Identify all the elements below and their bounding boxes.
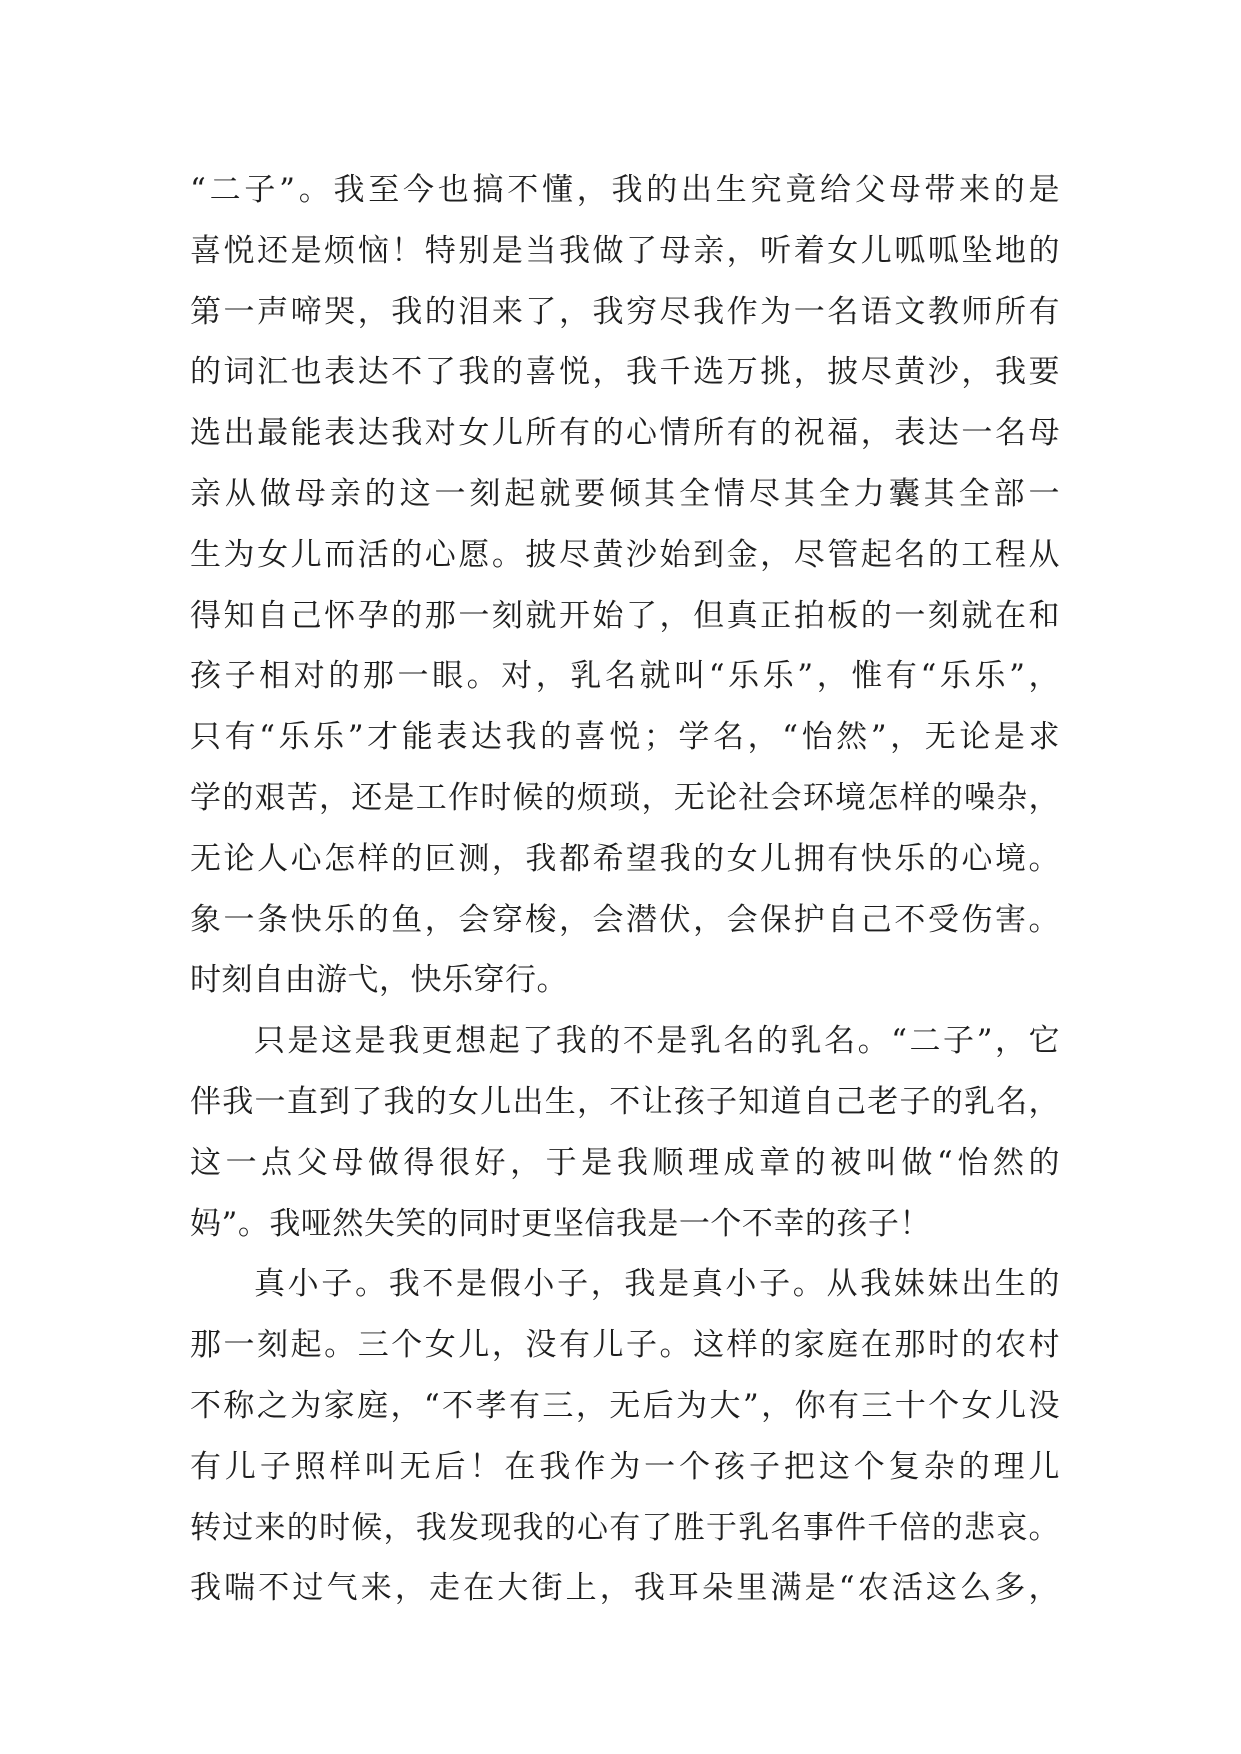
text-line: 有儿子照样叫无后！在我作为一个孩子把这个复杂的理儿 — [190, 1448, 1060, 1485]
text-line: 选出最能表达我对女儿所有的心情所有的祝福，表达一名母 — [190, 415, 1060, 452]
text-line: 不称之为家庭，“不孝有三，无后为大”，你有三十个女儿没 — [190, 1387, 1060, 1424]
text-line: 只有“乐乐”才能表达我的喜悦；学名，“怡然”，无论是求 — [190, 719, 1060, 756]
text-line: 这一点父母做得很好，于是我顺理成章的被叫做“怡然的 — [190, 1144, 1060, 1181]
text-line: 转过来的时候，我发现我的心有了胜于乳名事件千倍的悲哀。 — [190, 1509, 1060, 1546]
text-line: 喜悦还是烦恼！特别是当我做了母亲，听着女儿呱呱坠地的 — [190, 232, 1060, 269]
text-line: 象一条快乐的鱼，会穿梭，会潜伏，会保护自己不受伤害。 — [190, 901, 1060, 938]
paragraph-end-line: 时刻自由游弋，快乐穿行。 — [190, 962, 568, 999]
text-line: 亲从做母亲的这一刻起就要倾其全情尽其全力囊其全部一 — [190, 475, 1060, 512]
text-line: 孩子相对的那一眼。对，乳名就叫“乐乐”，惟有“乐乐”， — [190, 658, 1060, 695]
text-line: 第一声啼哭，我的泪来了，我穷尽我作为一名语文教师所有 — [190, 293, 1060, 330]
text-line: 学的艰苦，还是工作时候的烦琐，无论社会环境怎样的噪杂， — [190, 779, 1060, 816]
text-line: 无论人心怎样的叵测，我都希望我的女儿拥有快乐的心境。 — [190, 840, 1060, 877]
paragraph-start-line: 只是这是我更想起了我的不是乳名的乳名。“二子”，它 — [254, 1023, 1060, 1060]
text-line: 的词汇也表达不了我的喜悦，我千选万挑，披尽黄沙，我要 — [190, 354, 1060, 391]
text-line: 伴我一直到了我的女儿出生，不让孩子知道自己老子的乳名， — [190, 1083, 1060, 1120]
text-line: 我喘不过气来，走在大街上，我耳朵里满是“农活这么多， — [190, 1570, 1060, 1607]
text-line: 那一刻起。三个女儿，没有儿子。这样的家庭在那时的农村 — [190, 1327, 1060, 1364]
text-line: “二子”。我至今也搞不懂，我的出生究竟给父母带来的是 — [190, 172, 1060, 208]
text-line: 得知自己怀孕的那一刻就开始了，但真正拍板的一刻就在和 — [190, 597, 1060, 634]
text-line: 生为女儿而活的心愿。披尽黄沙始到金，尽管起名的工程从 — [190, 536, 1060, 573]
paragraph-end-line: 妈”。我哑然失笑的同时更坚信我是一个不幸的孩子！ — [190, 1205, 931, 1242]
body-text — [190, 160, 1060, 1619]
paragraph-start-line: 真小子。我不是假小子，我是真小子。从我妹妹出生的 — [254, 1266, 1060, 1303]
